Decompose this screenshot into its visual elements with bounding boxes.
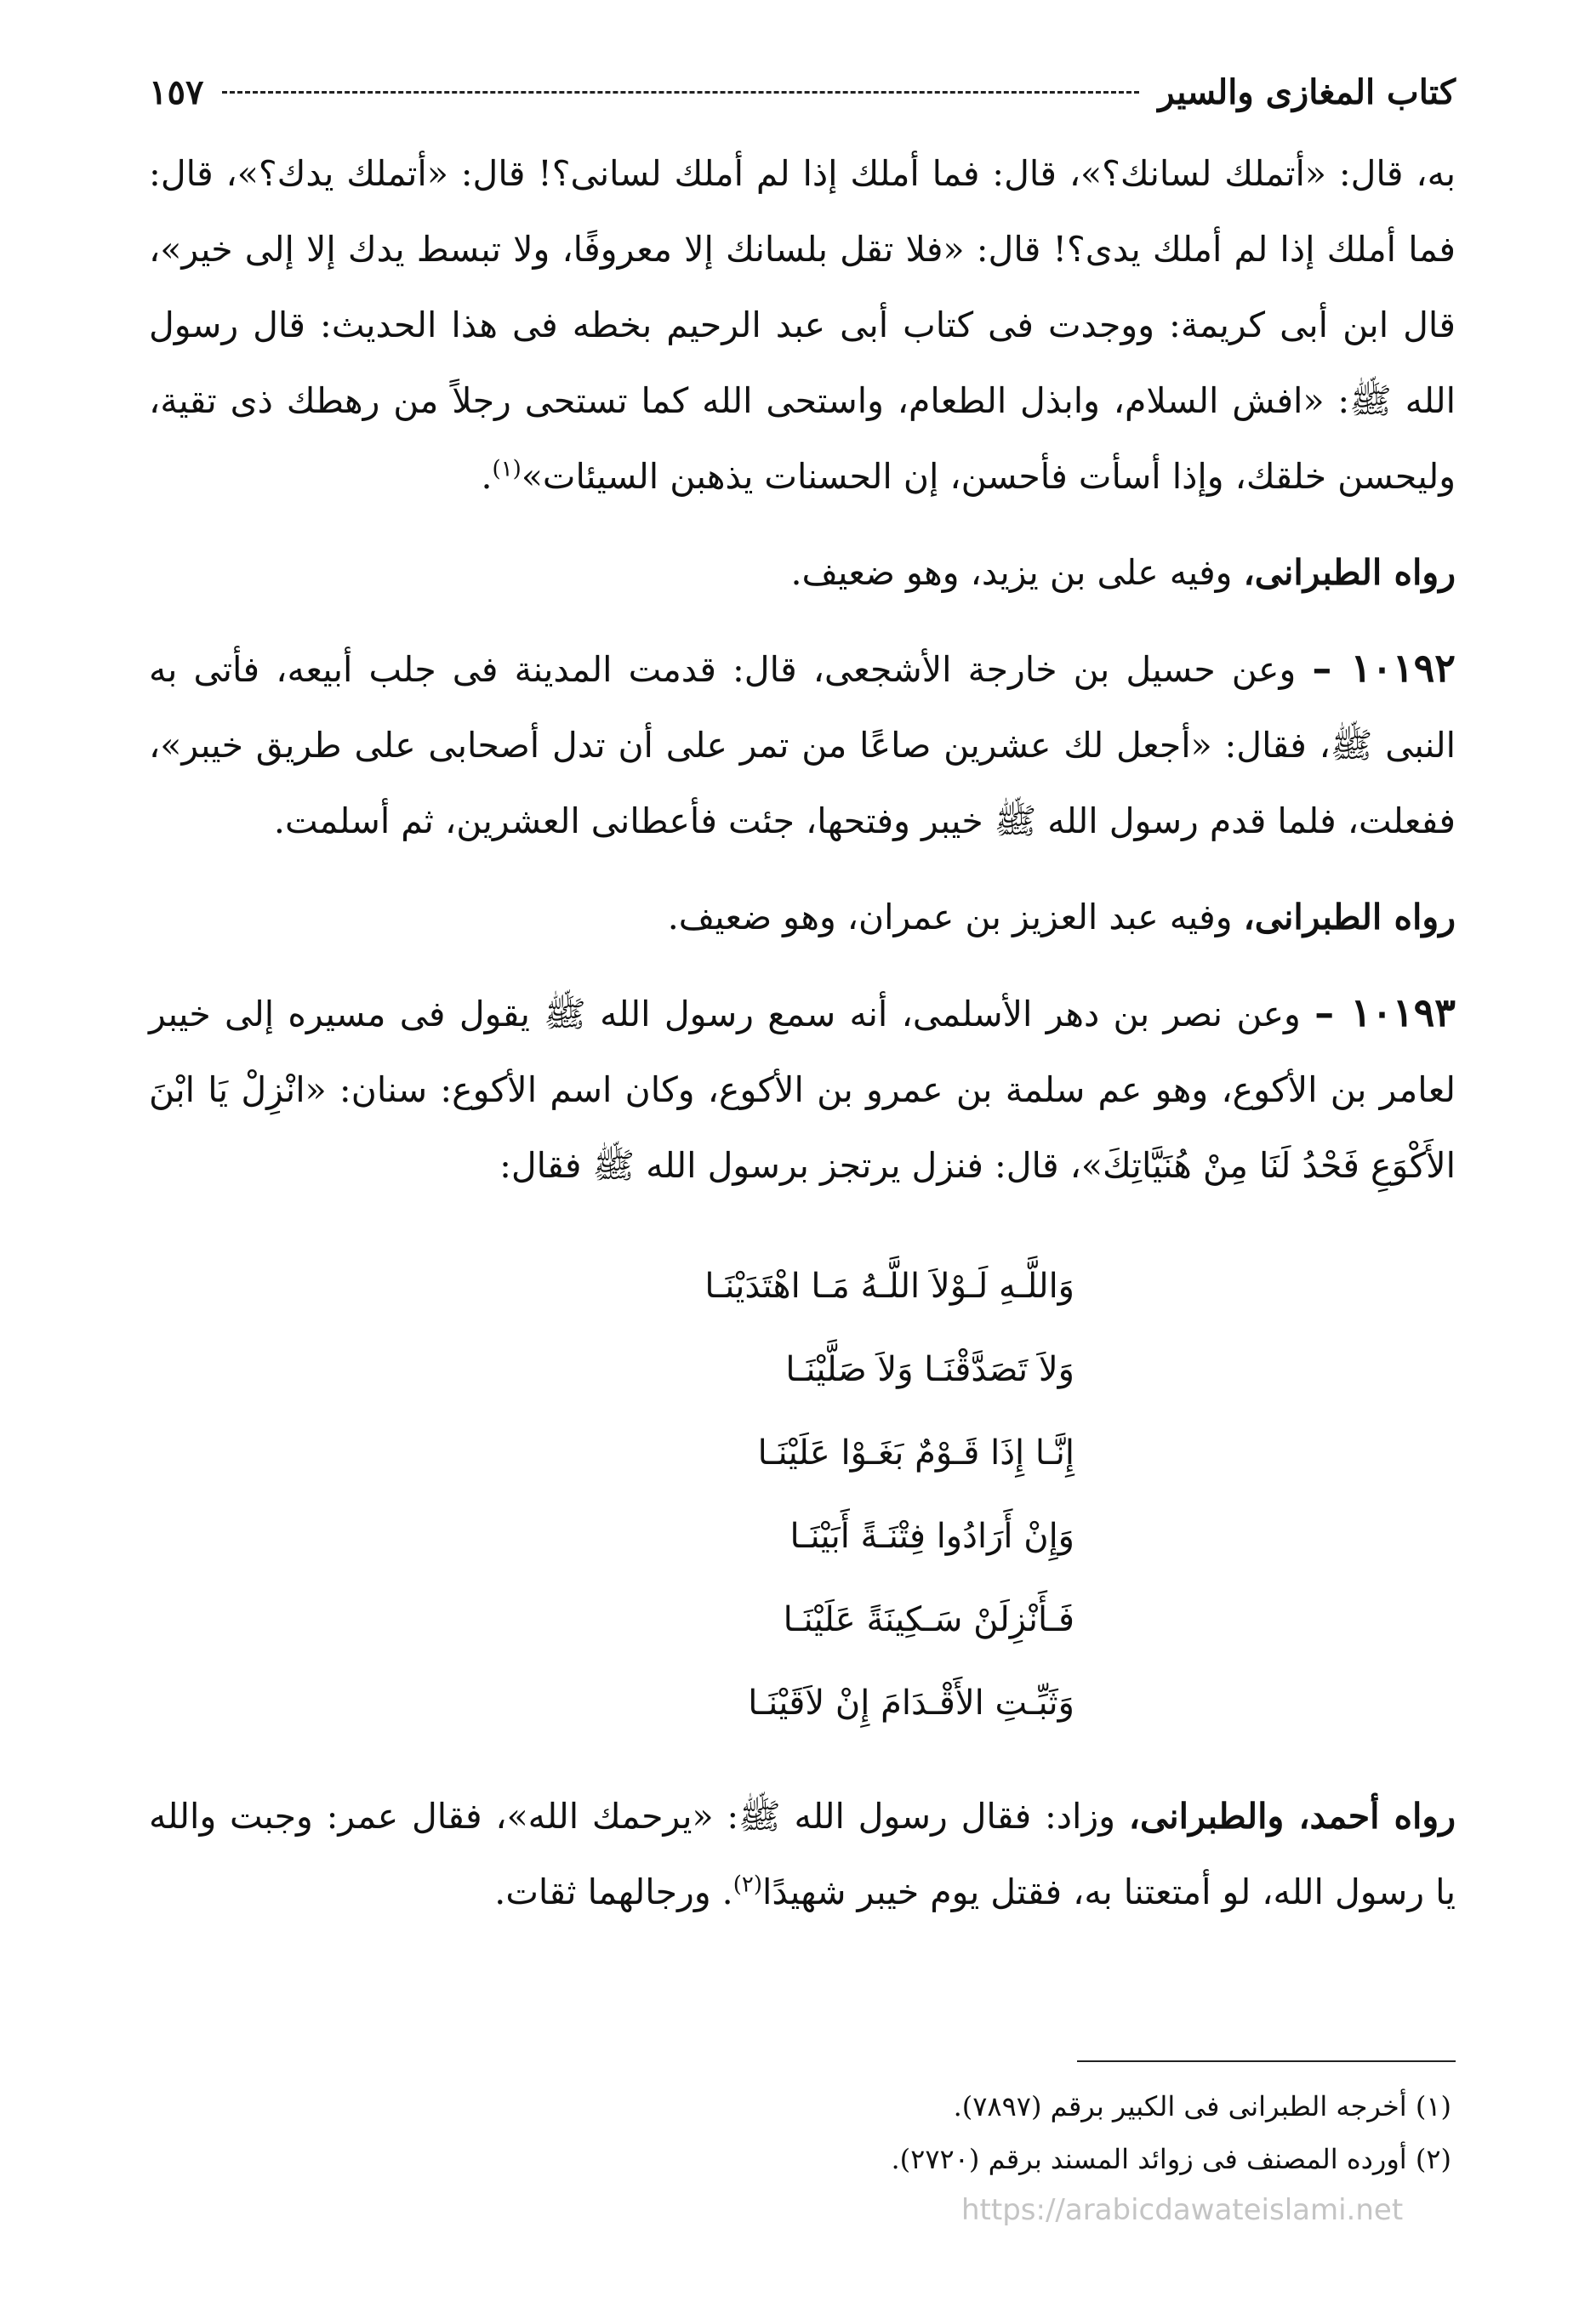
text-line: وعن حسيل بن خارجة الأشجعى، قال: قدمت المدينة فى جلب أبيعه، <box>276 649 1313 690</box>
footnote-ref: (٢) <box>732 1872 762 1898</box>
source-text: وفيه عبد العزيز بن عمران، وهو ضعيف. <box>667 897 1244 937</box>
text-line: ثم أسلمت. <box>273 801 434 841</box>
hadith-10192 <box>149 630 1456 859</box>
text-line: قال: فما أملك إذا لم أملك يدى؟! قال: «فلا تقل بلسانك إلا معروفًا، ولا تبسط يدك <box>149 153 1456 270</box>
watermark-url: https://arabicdawateislami.net <box>961 2193 1404 2227</box>
text-line: إلا إلى خير»، قال ابن أبى كريمة: ووجدت فى كتاب أبى عبد الرحيم بخطه فى هذا <box>149 229 1456 345</box>
text-line: إلى خيبر لعامر بن الأكوع، وهو عم سلمة بن عمرو بن الأكوع، وكان اسم الأكوع: <box>149 994 1456 1110</box>
poem-line: وَإِنْ أَرَادُوا فِتْنَـةً أَبَيْنَـا <box>789 1517 1074 1556</box>
text-line: رجلاً من رهطك ذى تقية، وليحسن خلقك، وإذا أسأت فأحسن، إن الحسنات يذهبن <box>149 380 1456 497</box>
footnote-ref: (١) <box>492 456 522 482</box>
poem-line: وَثَبِّـتِ الأَقْـدَامَ إِنْ لاَقَيْنَـا <box>748 1684 1074 1723</box>
text-line: به، قال: «أتملك لسانك؟»، قال: فما أملك إذا لم أملك لسانى؟! قال: «أتملك يدك؟»، <box>225 153 1456 194</box>
poem-line: فَـأَنْزِلَنْ سَـكِينَةً عَلَيْنَـا <box>783 1600 1074 1639</box>
footnotes <box>149 2080 1451 2185</box>
text-line: وعن نصر بن دهر الأسلمى، أنه سمع رسول الله ﷺ يقول فى مسيره <box>288 994 1315 1034</box>
source-name: رواه الطبرانى، <box>1243 552 1456 593</box>
source-name: رواه الطبرانى، <box>1243 897 1456 937</box>
source-note-3 <box>149 1779 1456 1930</box>
text-line: وجبت والله يا رسول الله، لو أمتعتنا به، فقتل يوم خيبر شهيدًا <box>149 1796 1456 1912</box>
source-note-1 <box>149 538 1456 607</box>
main-text <box>149 136 1456 1930</box>
source-text: وفيه على بن يزيد، وهو ضعيف. <box>790 552 1244 593</box>
hadith-10193 <box>149 975 1456 1204</box>
text-line: فقال: <box>499 1145 582 1186</box>
footnote-2: (٢) أورده المصنف فى زوائد المسند برقم (٢٧٢٠). <box>891 2143 1451 2175</box>
source-note-2 <box>149 883 1456 951</box>
header-dashed-rule <box>222 91 1139 94</box>
poem-line: وَلاَ تَصَدَّقْنَـا وَلاَ صَلَّيْنَـا <box>785 1350 1074 1389</box>
footnote-1: (١) أخرجه الطبرانى فى الكبير برقم (٧٨٩٧). <box>953 2090 1451 2122</box>
text-line: سنان: «انْزِلْ يَا ابْنَ الأَكْوَعِ فَحْدُ لَنَا مِنْ هُنَيَّاتِكَ»، قال: فنزل يرتجز برسول الله ﷺ <box>149 1069 1456 1186</box>
text-line: . ورجالهما ثقات. <box>494 1872 733 1912</box>
page-number: ١٥٧ <box>149 71 204 112</box>
book-title: كتاب المغازى والسير <box>1158 71 1456 112</box>
poem-line: إِنَّـا إِذَا قَـوْمٌ بَغَـوْا عَلَيْنَـا <box>757 1433 1074 1473</box>
text-line: طريق خيبر»، ففعلت، فلما قدم رسول الله ﷺ خيبر وفتحها، جئت فأعطانى العشرين، <box>149 725 1456 841</box>
source-text: وزاد: فقال رسول الله ﷺ: «يرحمك الله»، فقال عمر: <box>326 1796 1129 1837</box>
text-line: الحديث: قال رسول الله ﷺ: «افش السلام، وابذل الطعام، واستحى الله كما تستحى <box>149 305 1456 421</box>
hadith-number: ١٠١٩٢ – <box>1312 645 1456 691</box>
hadith-number: ١٠١٩٣ – <box>1314 989 1456 1035</box>
running-header <box>149 66 1456 117</box>
text-line: السيئات» <box>521 456 659 497</box>
paragraph-1: به، قال: «أتملك لسانك؟»، قال: فما أملك إذا لم أملك لسانى؟! قال: «أتملك يدك؟»، قال: فما أملك إذا لم أملك يدى؟! قال: «فلا تقل بلسانك إلا معروفًا، ولا تبسط يدك إلا إلى خير»، قال ابن أبى كريمة: ووجدت فى كتاب أبى عبد الرحيم بخطه فى هذا الحديث: قال رسول الله ﷺ: «افش السلام، وابذل الطعام، واستحى الله كما تستحى رجلاً من رهطك ذى تقية، وليحسن خلقك، وإذا أسأت فأحسن، إن الحسنات يذهبن السيئات»$^{(١)}$. <box>149 153 1456 497</box>
poem-block <box>479 1245 1126 1745</box>
text-line: فأتى به النبى ﷺ، فقال: «أجعل لك عشرين صاعًا من تمر على أن تدل أصحابى على <box>149 649 1456 766</box>
source-name: رواه أحمد، والطبرانى، <box>1128 1796 1456 1837</box>
footnote-rule <box>1077 2060 1456 2062</box>
poem-line: وَاللَّـهِ لَـوْلاَ اللَّـهُ مَـا اهْتَدَيْنَـا <box>704 1267 1074 1306</box>
